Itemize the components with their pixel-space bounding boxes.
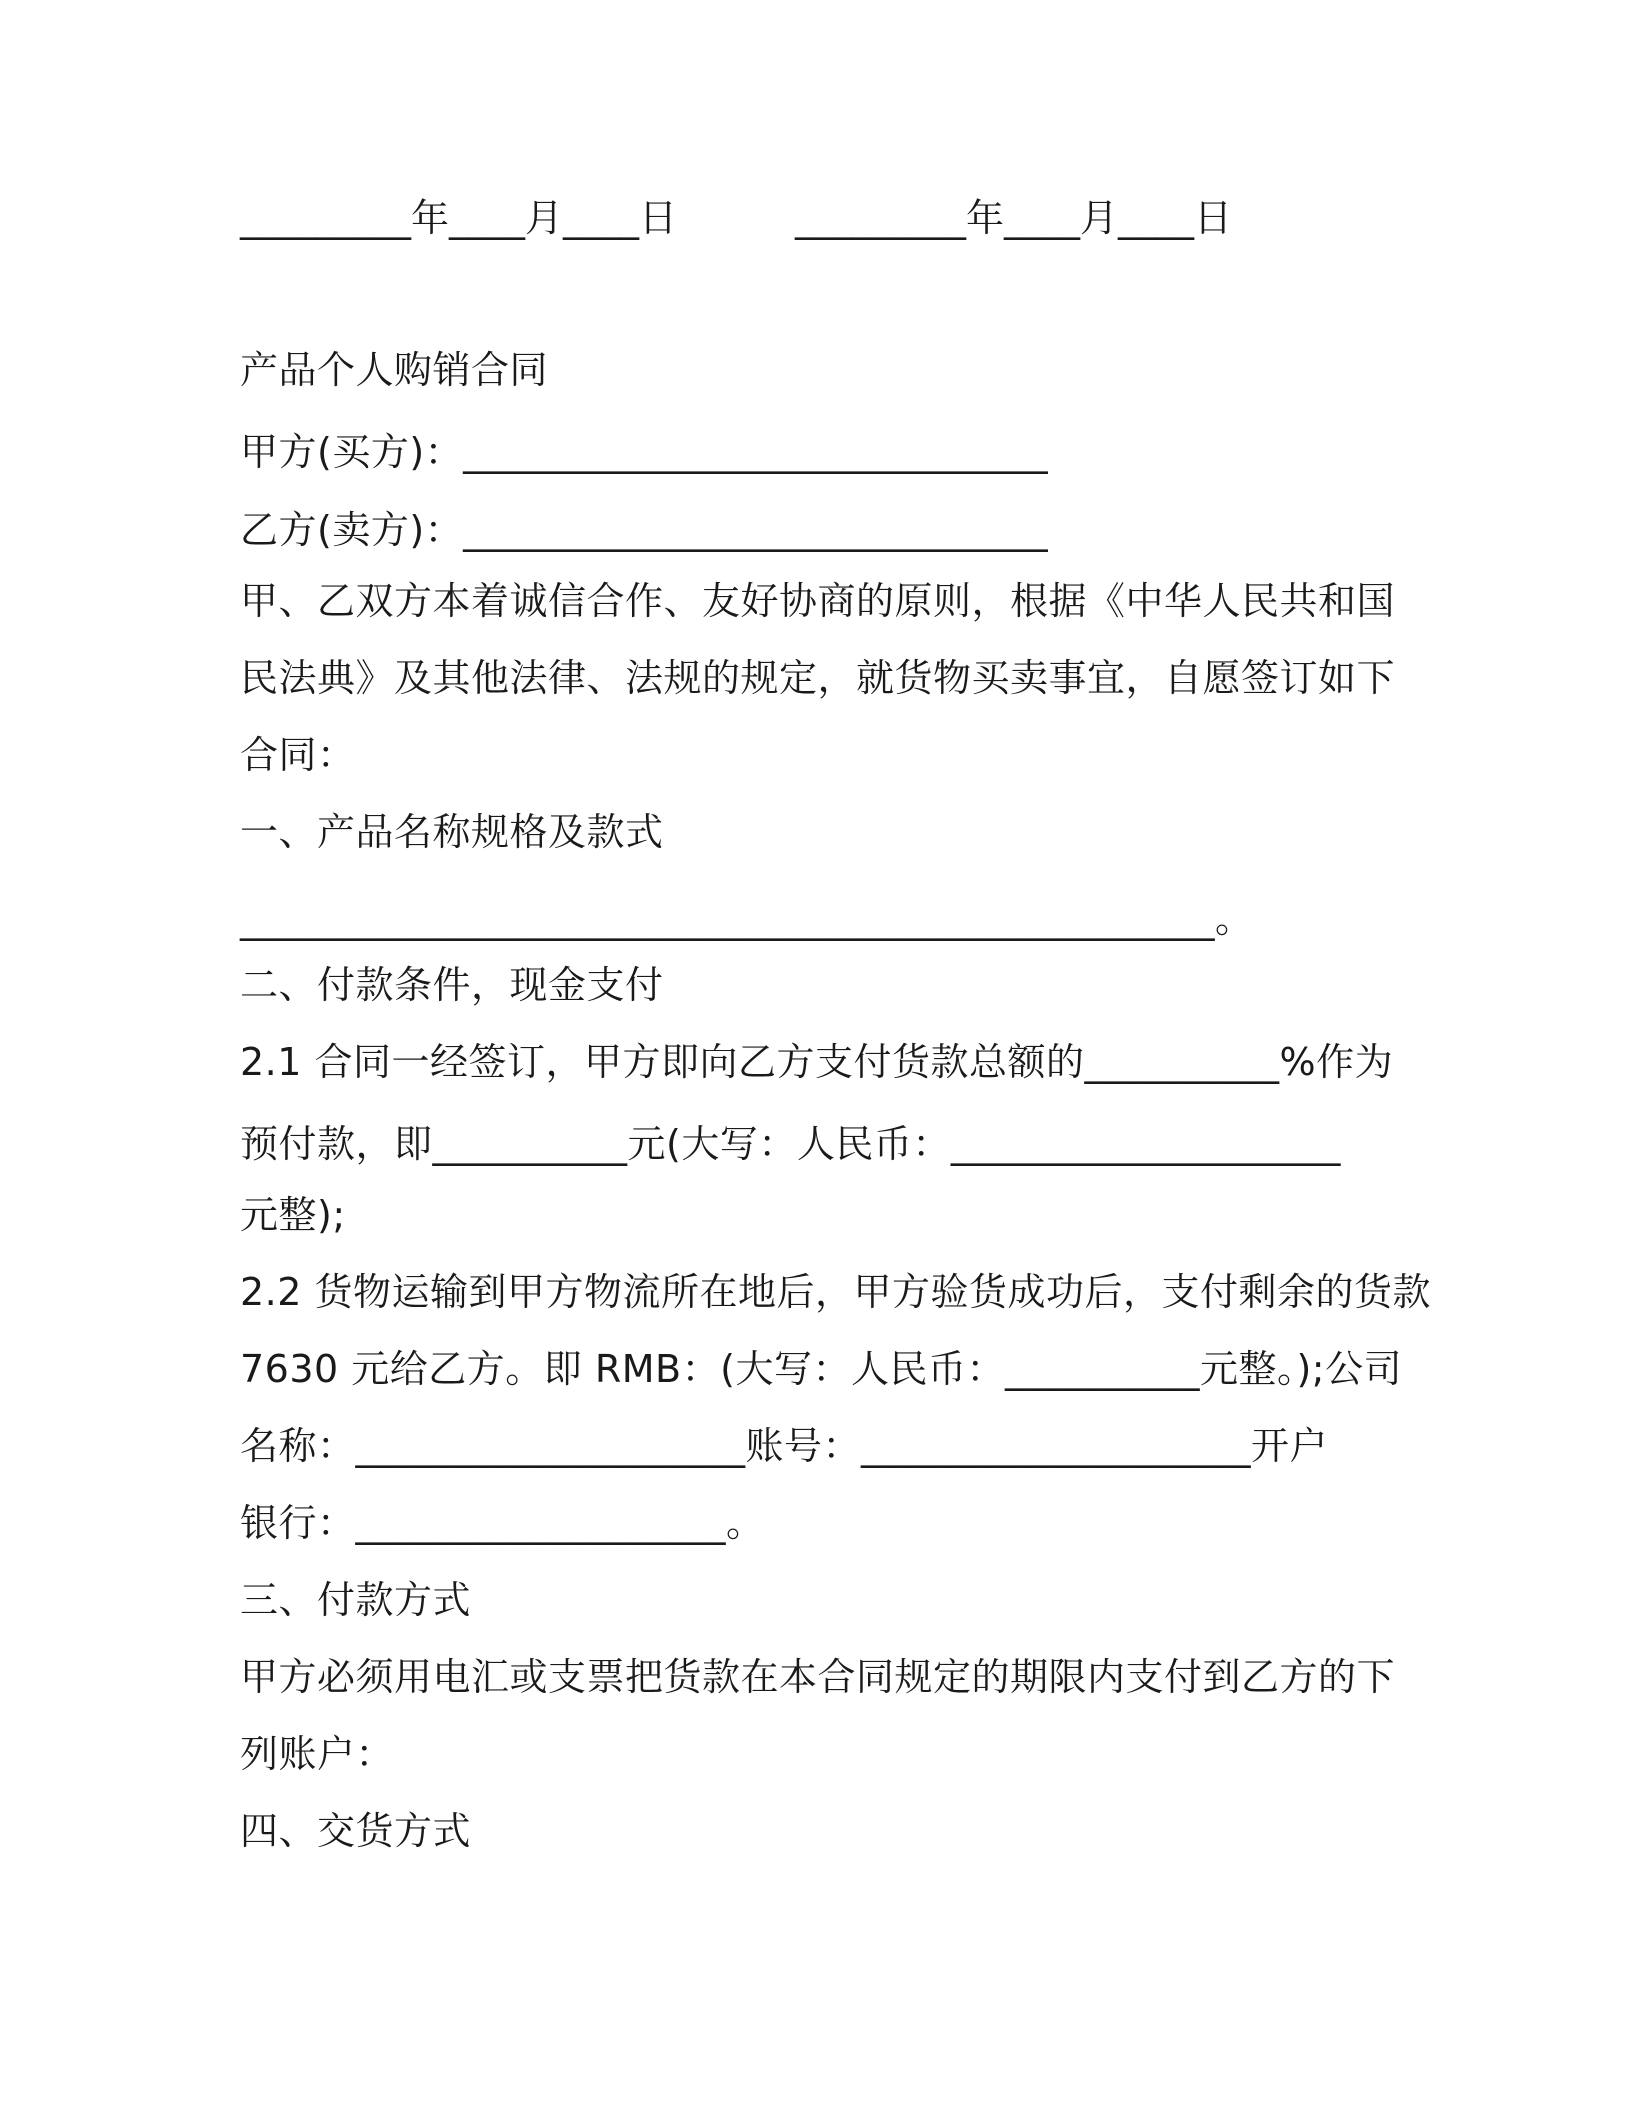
clause-line: 名称：____________________账号：____________________开户 [240, 1424, 1329, 1468]
clause-line: 元整); [240, 1193, 346, 1237]
clause-line: 2.1 合同一经签订，甲方即向乙方支付货款总额的__________%作为 [240, 1040, 1394, 1084]
clause-line: 7630 元给乙方。即 RMB：(大写：人民币：__________元整。);公司 [240, 1347, 1403, 1391]
party-b-line: 乙方(卖方)：______________________________ [240, 508, 1049, 552]
contract-title: 产品个人购销合同 [240, 348, 549, 392]
section-heading: 四、交货方式 [240, 1809, 472, 1853]
fill-blank-line: __________________________________________________。 [240, 897, 1254, 941]
party-a-line: 甲方(买方)：______________________________ [240, 430, 1049, 474]
preamble-line: 民法典》及其他法律、法规的规定，就货物买卖事宜，自愿签订如下 [240, 656, 1396, 700]
clause-line: 银行：___________________。 [240, 1501, 765, 1545]
clause-line: 甲方必须用电汇或支票把货款在本合同规定的期限内支付到乙方的下 [240, 1655, 1396, 1699]
clause-line: 预付款，即__________元(大写：人民币：____________________ [240, 1122, 1341, 1166]
section-heading: 三、付款方式 [240, 1578, 472, 1622]
preamble-line: 合同： [240, 733, 356, 777]
clause-line: 2.2 货物运输到甲方物流所在地后，甲方验货成功后，支付剩余的货款 [240, 1270, 1432, 1314]
clause-line: 列账户： [240, 1732, 395, 1776]
preamble-line: 甲、乙双方本着诚信合作、友好协商的原则，根据《中华人民共和国 [240, 579, 1396, 623]
section-heading: 二、付款条件，现金支付 [240, 963, 664, 1007]
date-right: _________年____月____日 [795, 196, 1233, 240]
section-heading: 一、产品名称规格及款式 [240, 810, 664, 854]
date-left: _________年____月____日 [240, 196, 678, 240]
